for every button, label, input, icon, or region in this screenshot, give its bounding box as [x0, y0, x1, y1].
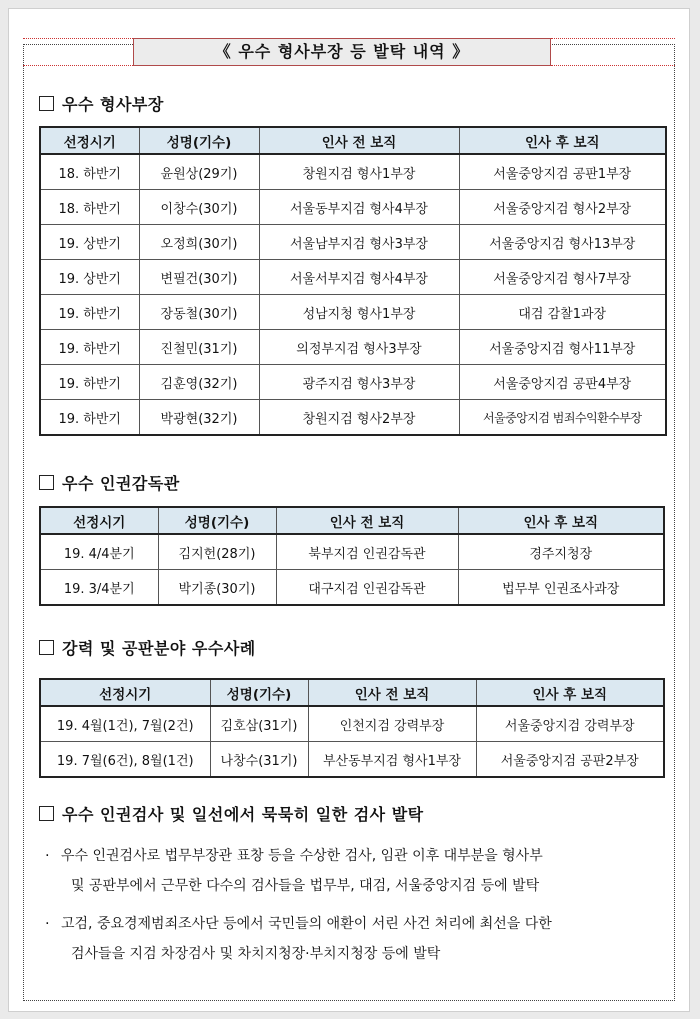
page-title: 《 우수 형사부장 등 발탁 내역 》 [133, 38, 551, 66]
checkbox-icon [39, 475, 54, 490]
table-row [40, 742, 664, 778]
cell-prev-post: 북부지검 인권감독관 [276, 534, 458, 570]
cell-new-post: 서울중앙지검 공판4부장 [459, 365, 666, 400]
cell-prev-post: 의정부지검 형사3부장 [259, 330, 459, 365]
cell-name: 변필건(30기) [139, 260, 259, 295]
cell-new-post: 서울중앙지검 형사7부장 [459, 260, 666, 295]
cell-new-post: 법무부 인권조사과장 [458, 570, 664, 606]
section-title: 우수 인권검사 및 일선에서 묵묵히 일한 검사 발탁 [62, 805, 424, 824]
cell-name: 박기종(30기) [158, 570, 276, 606]
table-human-rights-supervisors [39, 506, 665, 606]
cell-name: 나창수(31기) [210, 742, 308, 778]
table-row [40, 260, 666, 295]
cell-name: 오정희(30기) [139, 225, 259, 260]
section-heading-violent-trial-cases [39, 636, 256, 659]
cell-name: 김훈영(32기) [139, 365, 259, 400]
cell-new-post: 서울중앙지검 강력부장 [476, 706, 664, 742]
cell-period: 19. 4/4분기 [40, 534, 158, 570]
cell-prev-post: 광주지검 형사3부장 [259, 365, 459, 400]
table-row [40, 190, 666, 225]
section-heading-unsung-prosecutors [39, 802, 424, 825]
bullet-line: 우수 인권검사로 법무부장관 표창 등을 수상한 검사, 임관 이후 대부분을 형사부 [61, 848, 543, 864]
cell-period: 18. 하반기 [40, 154, 139, 190]
column-header: 인사 전 보직 [276, 507, 458, 534]
cell-period: 19. 하반기 [40, 400, 139, 436]
bullet-mark: · [45, 916, 50, 932]
table-row [40, 706, 664, 742]
table-best-criminal-chiefs [39, 126, 667, 436]
cell-prev-post: 인천지검 강력부장 [308, 706, 476, 742]
column-header: 선정시기 [40, 127, 139, 154]
table-row [40, 534, 664, 570]
column-header: 인사 후 보직 [476, 679, 664, 706]
cell-name: 김지헌(28기) [158, 534, 276, 570]
bullet-item [45, 841, 665, 901]
bullet-line: 검사들을 지검 차장검사 및 차치지청장·부치지청장 등에 발탁 [71, 946, 441, 962]
section-title: 우수 형사부장 [62, 95, 164, 114]
section-heading-human-rights-supervisors [39, 471, 180, 494]
cell-period: 19. 하반기 [40, 365, 139, 400]
column-header: 성명(기수) [158, 507, 276, 534]
cell-prev-post: 서울동부지검 형사4부장 [259, 190, 459, 225]
cell-period: 19. 4월(1건), 7월(2건) [40, 706, 210, 742]
cell-period: 19. 상반기 [40, 225, 139, 260]
table-row [40, 400, 666, 436]
cell-prev-post: 창원지검 형사2부장 [259, 400, 459, 436]
column-header: 인사 후 보직 [458, 507, 664, 534]
section-title: 우수 인권감독관 [62, 474, 180, 493]
cell-period: 19. 7월(6건), 8월(1건) [40, 742, 210, 778]
cell-prev-post: 대구지검 인권감독관 [276, 570, 458, 606]
cell-prev-post: 서울서부지검 형사4부장 [259, 260, 459, 295]
cell-new-post: 서울중앙지검 공판2부장 [476, 742, 664, 778]
checkbox-icon [39, 806, 54, 821]
column-header: 인사 후 보직 [459, 127, 666, 154]
cell-name: 윤원상(29기) [139, 154, 259, 190]
cell-period: 19. 상반기 [40, 260, 139, 295]
cell-prev-post: 부산동부지검 형사1부장 [308, 742, 476, 778]
table-row [40, 570, 664, 606]
cell-period: 19. 하반기 [40, 330, 139, 365]
column-header: 인사 전 보직 [308, 679, 476, 706]
cell-new-post: 경주지청장 [458, 534, 664, 570]
title-rule-right [551, 38, 675, 39]
cell-name: 김호삼(31기) [210, 706, 308, 742]
table-row [40, 365, 666, 400]
table-row [40, 330, 666, 365]
cell-new-post: 서울중앙지검 형사11부장 [459, 330, 666, 365]
table-row [40, 225, 666, 260]
cell-new-post: 대검 감찰1과장 [459, 295, 666, 330]
table-row [40, 295, 666, 330]
cell-name: 장동철(30기) [139, 295, 259, 330]
column-header: 성명(기수) [210, 679, 308, 706]
title-rule-left [23, 38, 133, 39]
table-row [40, 154, 666, 190]
cell-period: 18. 하반기 [40, 190, 139, 225]
column-header: 선정시기 [40, 679, 210, 706]
cell-prev-post: 창원지검 형사1부장 [259, 154, 459, 190]
cell-new-post: 서울중앙지검 범죄수익환수부장 [459, 400, 666, 436]
cell-new-post: 서울중앙지검 형사2부장 [459, 190, 666, 225]
cell-period: 19. 3/4분기 [40, 570, 158, 606]
bullet-item [45, 909, 665, 969]
cell-prev-post: 서울남부지검 형사3부장 [259, 225, 459, 260]
cell-name: 진철민(31기) [139, 330, 259, 365]
bullet-line: 고검, 중요경제범죄조사단 등에서 국민들의 애환이 서린 사건 처리에 최선을 다한 [61, 916, 552, 932]
section-title: 강력 및 공판분야 우수사례 [62, 639, 256, 658]
cell-new-post: 서울중앙지검 형사13부장 [459, 225, 666, 260]
cell-period: 19. 하반기 [40, 295, 139, 330]
column-header: 성명(기수) [139, 127, 259, 154]
cell-name: 이창수(30기) [139, 190, 259, 225]
column-header: 인사 전 보직 [259, 127, 459, 154]
column-header: 선정시기 [40, 507, 158, 534]
section-heading-best-criminal-chiefs [39, 92, 164, 115]
checkbox-icon [39, 640, 54, 655]
table-violent-trial-cases [39, 678, 665, 778]
cell-name: 박광현(32기) [139, 400, 259, 436]
cell-prev-post: 성남지청 형사1부장 [259, 295, 459, 330]
bullet-mark: · [45, 848, 50, 864]
cell-new-post: 서울중앙지검 공판1부장 [459, 154, 666, 190]
document-page [8, 8, 690, 1012]
bullet-line: 및 공판부에서 근무한 다수의 검사들을 법무부, 대검, 서울중앙지검 등에 발탁 [71, 878, 540, 894]
checkbox-icon [39, 96, 54, 111]
